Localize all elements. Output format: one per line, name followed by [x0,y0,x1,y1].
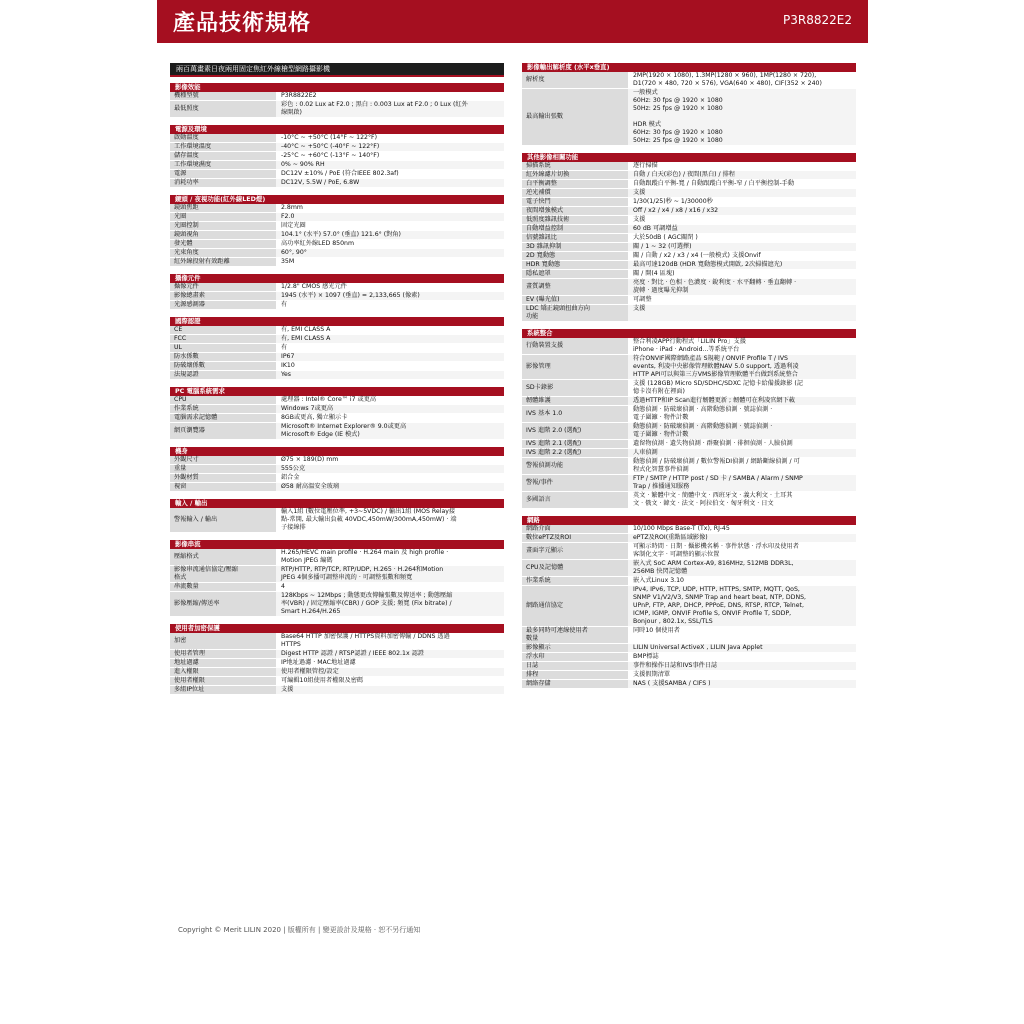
header-banner [157,0,868,43]
spec-row [522,380,856,397]
spec-row [170,650,504,659]
spec-value: Yes [276,371,504,379]
spec-label: 電源 [170,170,276,178]
spec-row [170,423,504,440]
spec-label: 行動裝置支援 [522,338,628,354]
page-title: 產品技術規格 [173,11,312,36]
spec-row [522,653,856,662]
section-header: 影像串流 [170,540,504,549]
spec-label: 多國語言 [522,492,628,508]
spec-value: 可調整 [633,296,652,303]
spec-value: DC12V, 5.5W / PoE, 6.8W [276,179,504,187]
spec-label: 發光體 [170,240,276,248]
spec-value: RTP/HTTP, RTP/TCP, RTP/UDP, H.265 · H.264和Motion JPEG 4個多播可調整串流的 · 可調整張數和頻寬 [276,566,504,582]
spec-row [170,335,504,344]
spec-label: HDR 寬動態 [522,261,628,269]
spec-row [522,252,856,261]
spec-label: UL [170,344,276,352]
spec-value: 4 [281,583,285,590]
section-header: 機身 [170,447,504,456]
spec-row [522,171,856,180]
spec-value: 支援 [633,216,646,223]
spec-row [522,449,856,458]
spec-value: 一般模式 60Hz: 30 fps @ 1920 × 1080 50Hz: 25 fps @ 1920 × 1080 HDR 模式 60Hz: 30 fps @ 1920 × 1080 50Hz: 25 fps @ 1920 × 1080 [628,89,856,145]
section-header: 影像輸出解析度 (水平x垂直) [522,63,856,72]
spec-value: 關 / 1 ~ 32 (可選擇) [628,243,856,251]
spec-label: 電腦需求記憶體 [170,414,276,422]
section-header: PC 電腦系統需求 [170,387,504,396]
spec-section [170,317,504,380]
spec-row [522,305,856,322]
spec-row [170,371,504,380]
spec-value: IP地址過濾 · MAC地址過濾 [281,659,356,666]
spec-value: Ø58 耐高溫安全玻璃 [276,483,504,491]
spec-section [170,274,504,310]
spec-value: DC12V ±10% / PoE (符合IEEE 802.3af) [281,170,399,177]
spec-label: 鏡頭焦距 [170,204,276,212]
spec-section [522,63,856,146]
spec-label: 畫質調整 [522,279,628,295]
spec-row [522,270,856,279]
section-header: 系統整合 [522,329,856,338]
spec-label: 啟動溫度 [170,134,276,142]
spec-row [522,89,856,146]
left-column [170,63,504,702]
spec-value: 1/30(1/25)秒 ~ 1/30000秒 [633,198,713,205]
spec-label: FCC [170,335,276,343]
spec-label: 光圈控制 [170,222,276,230]
spec-value: 8GB或更高, 獨立顯示卡 [281,414,348,421]
spec-value: F2.0 [276,213,504,221]
spec-row [522,671,856,680]
document-title: 兩百萬畫素日夜兩用固定焦紅外線槍型網路攝影機 [170,63,504,77]
spec-value: 支援假期清單 [633,671,671,678]
spec-label: 多組IP位址 [170,686,276,694]
spec-row [170,292,504,301]
spec-value: 0% ~ 90% RH [276,161,504,169]
spec-value: ePTZ及ROI(重點區域影像) [628,534,856,542]
spec-row [522,458,856,475]
spec-value: IK10 [281,362,295,369]
spec-row [170,231,504,240]
section-header: 輸入 / 輸出 [170,499,504,508]
spec-row [170,101,504,118]
spec-value: 支援 [628,189,856,197]
spec-label: 警報輸入 / 輸出 [170,508,276,532]
spec-row [170,549,504,566]
spec-value: 動態偵測 / 防破壞偵測 / 數位警報DI偵測 / 網路斷線偵測 / 可 程式化智慧事件偵測 [633,458,800,473]
spec-value: P3R8822E2 [281,92,317,99]
spec-value: 嵌入式 SoC ARM Cortex-A9, 816MHz, 512MB DDR3L, 256MB 快閃記憶體 [628,560,856,576]
spec-section [170,83,504,118]
spec-row [522,543,856,560]
spec-section [170,447,504,492]
spec-row [522,296,856,305]
spec-value: LILIN Universal ActiveX , LILIN Java Applet [628,644,856,652]
spec-row [522,577,856,586]
section-header: 使用者加密保護 [170,624,504,633]
spec-label: 掃描系統 [522,162,628,170]
spec-label: 紅外線濾片切換 [522,171,628,179]
spec-label: CPU [170,396,276,404]
spec-label: 光束角度 [170,249,276,257]
spec-value: 透過HTTP和IP Scan進行韌體更新 ; 韌體可在利凌官網下載 [628,397,856,405]
spec-label: 進入權限 [170,668,276,676]
spec-row [522,680,856,689]
spec-row [170,677,504,686]
spec-label: 串流數量 [170,583,276,591]
section-header: 影像效能 [170,83,504,92]
spec-row [522,225,856,234]
spec-row [170,344,504,353]
spec-label: IVS 進階 2.1 (選配) [522,440,628,448]
spec-label: 隱私遮罩 [522,270,628,278]
spec-label: 解析度 [522,72,628,88]
spec-row [170,92,504,101]
spec-row [522,560,856,577]
spec-label: 網路介面 [522,525,628,533]
spec-label: 鏡頭視角 [170,231,276,239]
spec-row [170,326,504,335]
spec-value: Windows 7或更高 [276,405,504,413]
spec-value: 逐行掃描 [633,162,658,169]
spec-value: BMP標誌 [633,653,659,660]
spec-label: 防水係數 [170,353,276,361]
spec-value: 英文 · 繁體中文 · 簡體中文 · 西班牙文 · 義大利文 · 土耳其 文 · 俄文 · 韓文 · 法文 · 阿拉伯文 · 匈牙利文 · 日文 [633,492,793,507]
spec-value: IP67 [276,353,504,361]
spec-value: 固定光圈 [281,222,306,229]
spec-row [170,353,504,362]
spec-row [522,355,856,380]
spec-label: 最多同時可連線使用者 數量 [522,627,628,643]
spec-row [522,189,856,198]
spec-value: -10°C ~ +50°C (14°F ~ 122°F) [281,134,378,141]
spec-value: 有 [281,301,288,308]
spec-value: Digest HTTP 認證 / RTSP認證 / IEEE 802.1x 認證 [276,650,504,658]
spec-section [170,540,504,617]
spec-label: 白平衡調整 [522,180,628,188]
spec-row [522,662,856,671]
spec-row [170,161,504,170]
spec-value: 使用者權限管控/設定 [276,668,504,676]
spec-value: 有 [281,344,288,351]
spec-row [170,659,504,668]
spec-value: 關 / 開(4 區塊) [633,270,675,277]
spec-row [522,162,856,171]
spec-row [170,483,504,492]
spec-row [522,207,856,216]
spec-section [170,195,504,267]
spec-row [170,583,504,592]
spec-label: 數位ePTZ及ROI [522,534,628,542]
spec-row [170,258,504,267]
spec-label: 影像顯示 [522,644,628,652]
spec-value: 符合ONVIF國際網路產品 S規範 / ONVIF Profile T / IVS events, 利凌中央影像管理軟體NAV 5.0 support, 透過利凌 HTTP API可以與第三方VMS影像管理軟體平台做到系統整合 [628,355,856,379]
spec-row [522,534,856,543]
spec-value: FTP / SMTP / HTTP post / SD 卡 / SAMBA / Alarm / SNMP Trap / 推播通知服務 [628,475,856,491]
spec-section [522,153,856,322]
spec-label: 畫面字元顯示 [522,543,628,559]
spec-row [522,72,856,89]
spec-label: 信號雜訊比 [522,234,628,242]
spec-row [522,440,856,449]
spec-label: 工作環境濕度 [170,161,276,169]
spec-row [522,586,856,627]
spec-section [170,125,504,188]
spec-value: 彩色 : 0.02 Lux at F2.0 ; 黑白 : 0.003 Lux at F2.0 ; 0 Lux (紅外 線開啟) [276,101,504,117]
spec-label: 作業系統 [522,577,628,585]
model-number: P3R8822E2 [783,13,852,27]
spec-value: Off / x2 / x4 / x8 / x16 / x32 [628,207,856,215]
spec-label: LDC 矯正鏡頭扭曲方向 功能 [522,305,628,321]
spec-row [522,261,856,270]
spec-label: 防破壞係數 [170,362,276,370]
spec-value: 動態偵測 · 防破壞偵測 · 高階動態偵測 · 號誌偵測 · 電子圍籬 · 物件計數 [633,406,773,421]
spec-row [170,633,504,650]
right-column [522,63,856,696]
spec-label: CPU及記憶體 [522,560,628,576]
spec-label: 使用者權限 [170,677,276,685]
spec-row [170,592,504,617]
section-header: 鏡頭 / 夜視功能(紅外線LED燈) [170,195,504,204]
spec-row [170,414,504,423]
spec-label: 警報偵測功能 [522,458,628,474]
spec-label: 3D 雜訊抑制 [522,243,628,251]
spec-row [170,686,504,695]
spec-label: IVS 進階 2.2 (選配) [522,449,628,457]
spec-value: 支援 [628,305,856,321]
spec-row [522,423,856,440]
spec-section [522,329,856,509]
spec-value: 大於50dB ( AGC關閉 ) [633,234,698,241]
spec-value: 整合利凌APP行動程式「LILIN Pro」支援 iPhone · iPad · Android...等系統平台 [633,338,746,353]
spec-label: 機種型號 [170,92,276,100]
spec-row [522,243,856,252]
spec-label: 影像壓縮/傳送率 [170,592,276,616]
spec-value: 35M [281,258,295,265]
spec-value: 可編輯10組使用者權限及密碼 [281,677,364,684]
spec-row [170,204,504,213]
spec-row [522,338,856,355]
spec-label: 最低照度 [170,101,276,117]
spec-row [522,234,856,243]
spec-value: 人車偵測 [628,449,856,457]
spec-value: 自動跟蹤白平衡-寬 / 自動跟蹤白平衡-窄 / 白平衡控制-手動 [633,180,795,187]
spec-label: 日誌 [522,662,628,670]
spec-label: 壓縮格式 [170,549,276,565]
spec-value: 60°, 90° [276,249,504,257]
spec-value: -25°C ~ +60°C (-13°F ~ 140°F) [281,152,380,159]
spec-value: IPv4, IPv6, TCP, UDP, HTTP, HTTPS, SMTP, MQTT, QoS, SNMP V1/V2/V3, SNMP Trap and heart beat, NTP, DDNS, UPnP, FTP, ARP, DHCP, PPPoE, DNS, RTSP, RTCP, Telnet, ICMP, IGMP, ONVIF Profile S, ONVIF Profile T, SDDP, Bonjour , 802.1x, SSL/TLS [628,586,856,626]
section-header: 攝像元件 [170,274,504,283]
spec-row [170,474,504,483]
section-header: 國際認證 [170,317,504,326]
spec-row [170,134,504,143]
spec-value: 10/100 Mbps Base-T (Tx), RJ-45 [633,525,730,532]
spec-value: 最高可達120dB (HDR 寬動態模式開啟, 2次掃描遮光) [628,261,856,269]
spec-value: Ø75 × 189(D) mm [281,456,339,463]
section-header: 網路 [522,516,856,525]
spec-label: 地址過濾 [170,659,276,667]
spec-value: 2.8mm [281,204,303,211]
spec-label: 使用者管理 [170,650,276,658]
spec-label: 排程 [522,671,628,679]
spec-section [170,624,504,695]
spec-label: 2D 寬動態 [522,252,628,260]
spec-row [170,170,504,179]
spec-label: 夜間增強模式 [522,207,628,215]
spec-label: 重量 [170,465,276,473]
spec-label: 電子快門 [522,198,628,206]
spec-row [170,405,504,414]
spec-value: 遺留物偵測 · 遺失物偵測 · 群聚偵測 · 徘徊偵測 · 人臉偵測 [633,440,793,447]
spec-row [170,668,504,677]
spec-label: 加密 [170,633,276,649]
spec-label: 儲存溫度 [170,152,276,160]
spec-row [170,179,504,188]
spec-label: 網頁瀏覽器 [170,423,276,439]
spec-value: H.265/HEVC main profile · H.264 main 及 high profile · Motion JPEG 編碼 [281,549,449,564]
spec-label: 光圈 [170,213,276,221]
spec-row [170,465,504,474]
spec-row [170,566,504,583]
spec-label: 外觀尺寸 [170,456,276,464]
spec-label: 低照度雜訊技術 [522,216,628,224]
section-header: 其他影像相關功能 [522,153,856,162]
spec-value: 輸入1組 (數位電壓位準, +3~5VDC) / 輸出1組 (MOS Relay接 點-常開, 最大輸出負載 40VDC,450mW/300mA,450mW) · 端 子接線排 [281,508,457,531]
spec-label: 影像管理 [522,355,628,379]
footer-copyright: Copyright © Merit LILIN 2020 | 版權所有 | 變更設計及規格 · 恕不另行通知 [178,926,421,934]
spec-row [522,492,856,509]
spec-row [170,240,504,249]
spec-value: 有, EMI CLASS A [281,326,331,333]
spec-label: 浮水印 [522,653,628,661]
spec-label: 外觀材質 [170,474,276,482]
spec-label: 影像總畫素 [170,292,276,300]
spec-section [522,516,856,689]
spec-label: 警報/事件 [522,475,628,491]
spec-value: 可顯示時間 · 日期 · 攝影機名稱 · 事件狀態 · 浮水印及使用者 客制化文字 · 可調整的顯示位置 [633,543,799,558]
spec-row [170,222,504,231]
spec-section [170,387,504,440]
spec-value: 128Kbps ~ 12Mbps ; 動態更改傳輸張數及傳送率 ; 動態壓縮 率(VBR) / 固定壓縮率(CBR) / GOP 支援; 頻寬 (Fix bitrate) / Smart H.264/H.265 [276,592,504,616]
spec-label: 影像串流通信協定/壓縮 格式 [170,566,276,582]
spec-label: 網路通信協定 [522,586,628,626]
spec-value: 嵌入式Linux 3.10 [633,577,684,584]
spec-value: 2MP(1920 × 1080), 1.3MP(1280 × 960), 1MP(1280 × 720), D1(720 × 480, 720 × 576), VGA(640 × 480), CIF(352 × 240) [633,72,822,87]
spec-value: Base64 HTTP 加密保護 / HTTPS資料加密傳輸 / DDNS 透過 HTTPS [281,633,450,648]
spec-value: Microsoft® Internet Explorer® 9.0或更高 Microsoft® Edge (IE 模式) [276,423,504,439]
spec-value: NAS ( 支援SAMBA / CIFS ) [628,680,856,688]
section-header: 電源及環境 [170,125,504,134]
spec-label: 網絡存儲 [522,680,628,688]
spec-row [522,397,856,406]
spec-label: 作業系統 [170,405,276,413]
spec-label: 消耗功率 [170,179,276,187]
spec-row [170,362,504,371]
spec-label: 攝像元件 [170,283,276,291]
spec-label: 韌體維護 [522,397,628,405]
spec-value: 自動 / 白天(彩色) / 夜間(黑白) / 排程 [628,171,856,179]
spec-row [522,198,856,207]
spec-label: 最高輸出張數 [522,89,628,145]
spec-row [170,143,504,152]
spec-row [522,406,856,423]
spec-row [522,475,856,492]
spec-label: 自動增益控制 [522,225,628,233]
spec-row [170,456,504,465]
spec-value: 支援 (128GB) Micro SD/SDHC/SDXC 記憶卡給備援錄影 (記 憶卡沒有附在裡面) [633,380,803,395]
spec-value: 處理器 : Intel® Core™ i7 或更高 [281,396,377,403]
spec-value: 同時10 個使用者 [633,627,680,634]
spec-row [170,508,504,533]
spec-row [522,279,856,296]
spec-row [522,644,856,653]
spec-label: EV (曝光值) [522,296,628,304]
spec-value: 555公克 [276,465,504,473]
spec-row [170,213,504,222]
spec-value: 1/2.8" CMOS 感光元件 [281,283,347,290]
spec-row [522,216,856,225]
spec-label: 逆光補償 [522,189,628,197]
spec-value: 亮度 · 對比 · 色相 · 色濃度 · 銳利度 · 水平翻轉 · 垂直翻轉 · 旋轉 · 過度曝光抑制 [628,279,856,295]
spec-row [170,396,504,405]
spec-row [522,627,856,644]
spec-value: 鋁合金 [281,474,300,481]
spec-row [170,301,504,310]
spec-label: 光源感測器 [170,301,276,309]
spec-row [170,152,504,161]
spec-value: 60 dB 可調增益 [628,225,856,233]
spec-section [170,499,504,533]
spec-row [170,283,504,292]
spec-label: 工作環境溫度 [170,143,276,151]
spec-value: 動態偵測 · 防破壞偵測 · 高階動態偵測 · 號誌偵測 · 電子圍籬 · 物件計數 [628,423,856,439]
spec-value: 1945 (水平) × 1097 (垂直) = 2,133,665 (像素) [276,292,504,300]
spec-label: IVS 進階 2.0 (選配) [522,423,628,439]
spec-value: 關 / 自動 / x2 / x3 / x4 (一般模式) 支援Onvif [633,252,761,259]
spec-label: CE [170,326,276,334]
spec-row [522,180,856,189]
spec-value: 104.1° (水平) 57.0° (垂直) 121.6° (對角) [276,231,504,239]
spec-value: 高功率紅外線LED 850nm [281,240,354,247]
spec-label: 法規認證 [170,371,276,379]
spec-row [170,249,504,258]
spec-row [522,525,856,534]
spec-label: 紅外線投射有效距離 [170,258,276,266]
spec-label: SD卡錄影 [522,380,628,396]
spec-value: -40°C ~ +50°C (-40°F ~ 122°F) [276,143,504,151]
spec-value: 支援 [276,686,504,694]
spec-value: 事件和操作日誌和IVS事件日誌 [628,662,856,670]
spec-label: IVS 基本 1.0 [522,406,628,422]
spec-label: 視窗 [170,483,276,491]
spec-value: 有, EMI CLASS A [276,335,504,343]
